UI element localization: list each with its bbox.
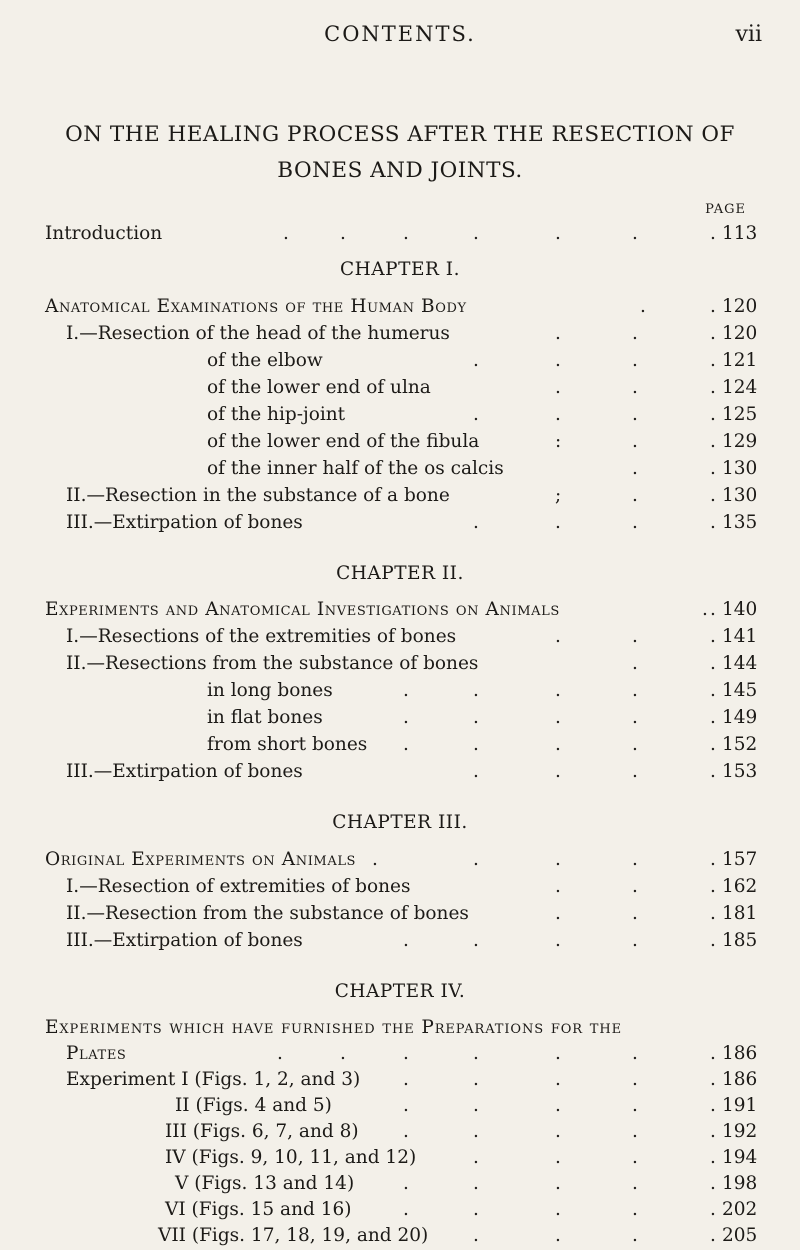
toc-entry-label: of the lower end of the fibula (207, 431, 480, 452)
toc-entry (0, 482, 800, 510)
toc-entry (0, 1040, 800, 1068)
chapter-heading-3: CHAPTER III. (332, 812, 468, 833)
toc-entry-label: Original Experiments on Animals (45, 849, 357, 870)
toc-entry-page: . 125 (722, 401, 757, 429)
toc-entry (0, 374, 800, 402)
toc-entry-page: . 192 (722, 1118, 757, 1146)
toc-entry-label: in flat bones (207, 707, 323, 728)
leader-dots: . . . . (403, 707, 638, 728)
toc-entry-label: I.—Resection of the head of the humerus (66, 323, 450, 344)
toc-entry-label: of the elbow (207, 350, 323, 371)
toc-entry (0, 428, 800, 456)
leader-dots: . . (555, 377, 638, 398)
toc-entry-page: . 162 (722, 873, 757, 901)
toc-entry-label: II.—Resections from the substance of bones (66, 653, 479, 674)
toc-entry-page: . 121 (722, 347, 757, 375)
leader-dots: : . (555, 431, 638, 452)
toc-entry (0, 1118, 800, 1146)
toc-entry-page: . 120 (722, 293, 757, 321)
toc-entry-label: IV (Figs. 9, 10, 11, and 12) (165, 1147, 417, 1168)
leader-dots: . . . . . . (283, 223, 638, 244)
leader-dots: . . . (473, 404, 638, 425)
leader-dots: . . . . (403, 1095, 638, 1116)
leader-dots: . . . (473, 1147, 638, 1168)
leader-dots: ; . (555, 485, 638, 506)
toc-entry-label: of the hip-joint (207, 404, 346, 425)
leader-dots: . . . . (403, 1121, 638, 1142)
leader-dots: . . . (473, 512, 638, 533)
section-title-line-1: ON THE HEALING PROCESS AFTER THE RESECTION OF (65, 122, 735, 147)
chapter-heading-2: CHAPTER II. (336, 563, 464, 584)
leader-dots: . . (555, 903, 638, 924)
toc-entry (0, 1170, 800, 1198)
toc-entry-page: . 120 (722, 320, 757, 348)
toc-entry (0, 1092, 800, 1120)
leader-dots: . . (555, 323, 638, 344)
toc-entry-label: Anatomical Examinations of the Human Body (45, 296, 467, 317)
toc-entry-introduction (0, 220, 800, 248)
leader-dots: . . . (473, 761, 638, 782)
leader-dots: . . . (473, 1225, 638, 1246)
leader-dots: . . (555, 626, 638, 647)
toc-entry-page: . 140 (722, 596, 757, 624)
leader-dots: . (632, 458, 638, 479)
leader-dots: . . . . (403, 930, 638, 951)
leader-dots: . (702, 599, 708, 620)
toc-entry-label: in long bones (207, 680, 333, 701)
toc-entry (0, 347, 800, 375)
chapter-heading-1: CHAPTER I. (340, 259, 460, 280)
toc-entry-label: III.—Extirpation of bones (66, 761, 303, 782)
toc-entry-page: . 205 (722, 1222, 757, 1250)
toc-entry-page: . 144 (722, 650, 757, 678)
toc-entry (0, 1144, 800, 1172)
leader-dots: . . . . (403, 680, 638, 701)
running-head-page-number: vii (735, 22, 762, 47)
toc-entry-page: . 186 (722, 1040, 757, 1068)
toc-entry (0, 1014, 800, 1042)
leader-dots: . (632, 653, 638, 674)
toc-entry-page: . 124 (722, 374, 757, 402)
toc-entry-page: . 141 (722, 623, 757, 651)
page-column-label: PAGE (705, 202, 746, 217)
toc-entry (0, 758, 800, 786)
toc-entry-page: . 185 (722, 927, 757, 955)
toc-entry-label: II (Figs. 4 and 5) (175, 1095, 332, 1116)
toc-entry-page: . 130 (722, 482, 757, 510)
toc-entry-page: . 135 (722, 509, 757, 537)
toc-entry-label: Experiments and Anatomical Investigations on Animals (45, 599, 560, 620)
leader-dots: . . (555, 876, 638, 897)
toc-entry-label: VII (Figs. 17, 18, 19, and 20) (158, 1225, 429, 1246)
toc-entry-label: I.—Resections of the extremities of bones (66, 626, 457, 647)
toc-entry (0, 900, 800, 928)
toc-entry-page: . 181 (722, 900, 757, 928)
toc-entry (0, 650, 800, 678)
toc-entry-page: . 157 (722, 846, 757, 874)
toc-entry-label: III.—Extirpation of bones (66, 930, 303, 951)
toc-entry-page: . 145 (722, 677, 757, 705)
section-title-line-2: BONES AND JOINTS. (277, 158, 523, 183)
toc-entry-label: Introduction (45, 223, 163, 244)
leader-dots: . . . . (403, 1069, 638, 1090)
toc-entry (0, 455, 800, 483)
toc-entry-label: from short bones (207, 734, 368, 755)
running-head-title: CONTENTS. (324, 22, 476, 46)
toc-entry (0, 320, 800, 348)
toc-entry (0, 873, 800, 901)
toc-entry-label: II.—Resection from the substance of bones (66, 903, 469, 924)
toc-entry-page: . 198 (722, 1170, 757, 1198)
toc-entry (0, 846, 800, 874)
toc-entry-label: I.—Resection of extremities of bones (66, 876, 411, 897)
toc-entry-page: . 191 (722, 1092, 757, 1120)
toc-entry-label: Plates (66, 1043, 127, 1064)
toc-entry-page: . 202 (722, 1196, 757, 1224)
toc-entry (0, 731, 800, 759)
toc-entry (0, 401, 800, 429)
chapter-heading-4: CHAPTER IV. (334, 981, 466, 1002)
leader-dots: . . . . (403, 1199, 638, 1220)
toc-entry-label: of the lower end of ulna (207, 377, 431, 398)
toc-entry-page: . 129 (722, 428, 757, 456)
toc-entry-page: . 130 (722, 455, 757, 483)
toc-entry-page: . 186 (722, 1066, 757, 1094)
toc-entry (0, 1196, 800, 1224)
leader-dots: . . . (473, 350, 638, 371)
toc-entry (0, 596, 800, 624)
toc-entry (0, 704, 800, 732)
toc-entry-label: of the inner half of the os calcis (207, 458, 504, 479)
toc-entry-label: VI (Figs. 15 and 16) (165, 1199, 352, 1220)
toc-entry-label: Experiment I (Figs. 1, 2, and 3) (66, 1069, 361, 1090)
leader-dots: . . . . (403, 1173, 638, 1194)
toc-entry-label: III (Figs. 6, 7, and 8) (165, 1121, 359, 1142)
toc-entry (0, 509, 800, 537)
leader-dots: . . . . . . (277, 1043, 638, 1064)
toc-entry (0, 623, 800, 651)
toc-entry-label: III.—Extirpation of bones (66, 512, 303, 533)
toc-entry-page: . 149 (722, 704, 757, 732)
running-head (0, 22, 800, 58)
toc-entry-page: . 113 (722, 220, 757, 248)
toc-entry (0, 927, 800, 955)
toc-entry (0, 293, 800, 321)
leader-dots: . . . . (403, 734, 638, 755)
toc-entry-page: . 152 (722, 731, 757, 759)
leader-dots: . . . . (372, 849, 638, 870)
toc-entry (0, 677, 800, 705)
toc-entry-label: V (Figs. 13 and 14) (175, 1173, 355, 1194)
toc-entry-page: . 194 (722, 1144, 757, 1172)
leader-dots: . (640, 296, 646, 317)
toc-entry (0, 1222, 800, 1250)
toc-entry-page: . 153 (722, 758, 757, 786)
toc-entry (0, 1066, 800, 1094)
toc-entry-label: II.—Resection in the substance of a bone (66, 485, 450, 506)
toc-entry-label: Experiments which have furnished the Preparations for the (45, 1017, 622, 1038)
